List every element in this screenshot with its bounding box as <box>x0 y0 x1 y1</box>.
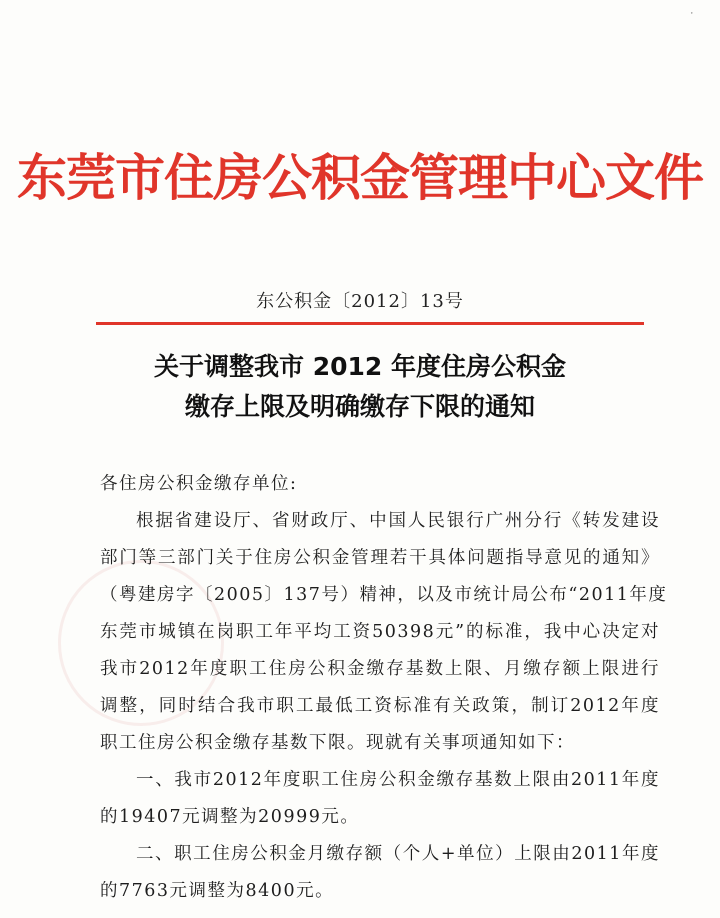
corner-scan-mark: · <box>684 8 700 18</box>
red-separator-line <box>96 322 644 325</box>
item-1 <box>100 762 660 836</box>
item-2-line: 二、职工住房公积金月缴存额（个人+单位）上限由2011年度 <box>136 844 660 864</box>
item-1-line: 一、我市2012年度职工住房公积金缴存基数上限由2011年度 <box>136 770 660 790</box>
paragraph-1 <box>100 503 668 762</box>
paragraph-1-line: 职工住房公积金缴存基数下限。现就有关事项通知如下： <box>100 733 575 753</box>
paragraph-1-line: （粤建房字〔2005〕137号）精神，以及市统计局公布“2011年度 <box>100 585 668 605</box>
issuing-authority-header: 东莞市住房公积金管理中心文件 <box>17 149 703 207</box>
item-2-line: 的7763元调整为8400元。 <box>100 881 335 901</box>
notice-title-line-1: 关于调整我市 2012 年度住房公积金 <box>154 352 566 381</box>
addressee-line: 各住房公积金缴存单位: <box>100 474 298 494</box>
item-2 <box>100 836 660 910</box>
paragraph-1-line: 调整，同时结合我市职工最低工资标准有关政策，制订2012年度 <box>100 696 660 716</box>
item-1-line: 的19407元调整为20999元。 <box>100 807 360 827</box>
paragraph-1-line: 根据省建设厅、省财政厅、中国人民银行广州分行《转发建设 <box>136 511 660 531</box>
paragraph-1-line: 我市2012年度职工住房公积金缴存基数上限、月缴存额上限进行 <box>100 659 660 679</box>
paragraph-1-line: 东莞市城镇在岗职工年平均工资50398元”的标准，我中心决定对 <box>100 622 660 642</box>
notice-title <box>0 347 720 427</box>
document-number: 东公积金〔2012〕13号 <box>256 291 464 312</box>
paragraph-1-line: 部门等三部门关于住房公积金管理若干具体问题指导意见的通知》 <box>100 548 660 568</box>
notice-title-line-2: 缴存上限及明确缴存下限的通知 <box>184 392 535 421</box>
